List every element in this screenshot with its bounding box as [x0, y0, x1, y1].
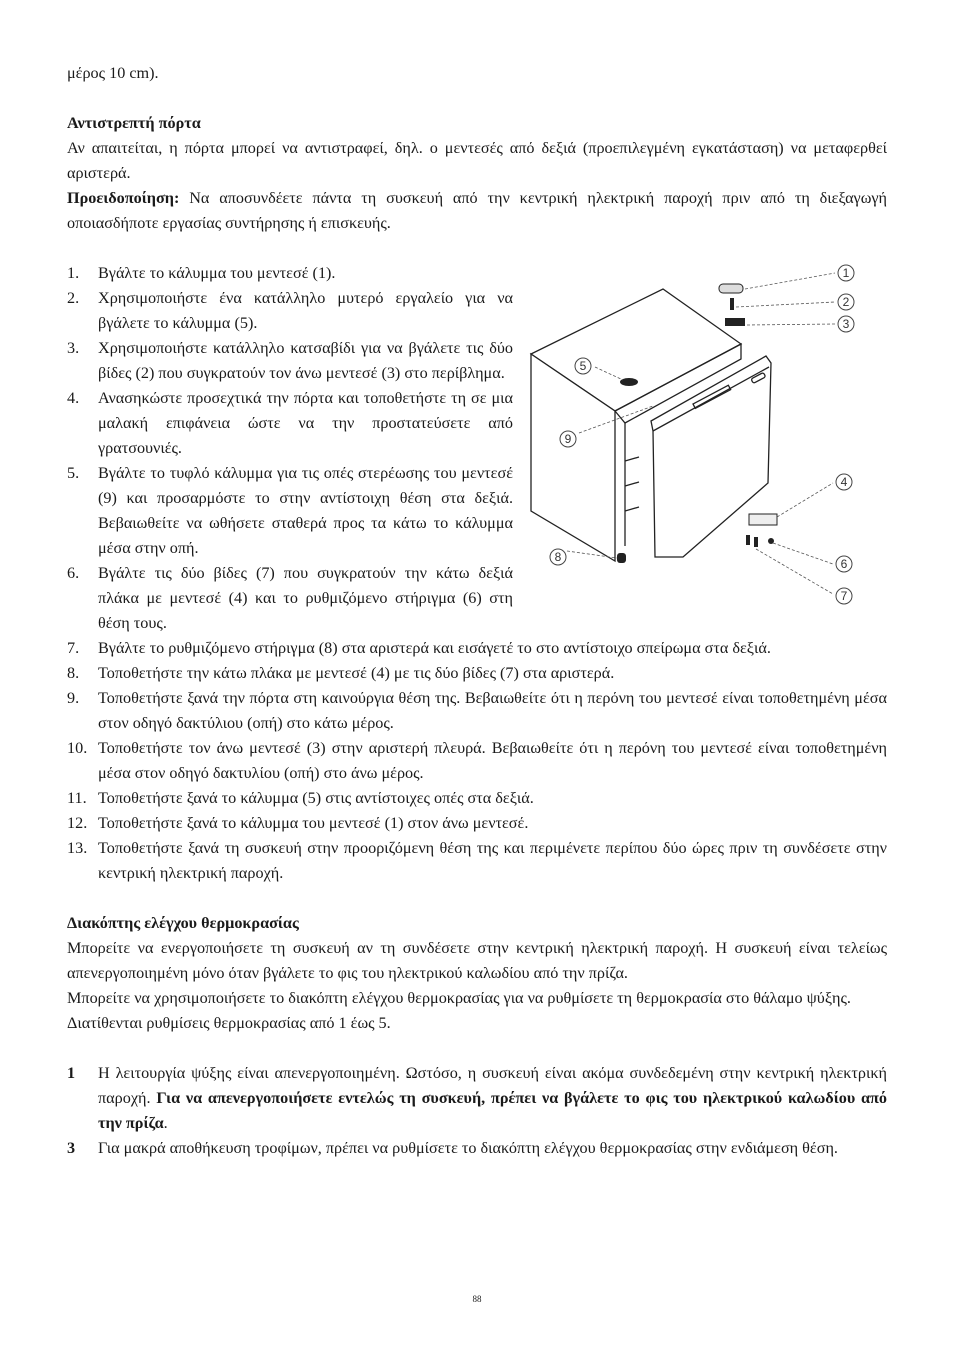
- step-text: Χρησιμοποιήστε κατάλληλο κατσαβίδι για να βγάλετε τις δύο βίδες (2) που συγκρατούν τον άνω μεντεσέ (3) στο περίβλημα.: [98, 339, 513, 382]
- reversible-door-text: Αν απαιτείται, η πόρτα μπορεί να αντιστραφεί, δηλ. ο μεντεσές από δεξιά (προεπιλεγμένη εγκατάσταση) να μεταφερθεί αριστερά.: [67, 139, 887, 182]
- setting-number: 3: [67, 1139, 76, 1157]
- page-number: 88: [472, 1294, 482, 1304]
- step-text: Βγάλτε το ρυθμιζόμενο στήριγμα (8) στα αριστερά και εισάγετέ το στο αντίστοιχο σπείρωμα στα δεξιά.: [98, 639, 771, 657]
- step-number: 1.: [67, 264, 80, 282]
- svg-text:9: 9: [564, 432, 572, 446]
- step-number: 12.: [67, 814, 88, 832]
- svg-text:4: 4: [840, 475, 848, 489]
- setting-text: Η λειτουργία ψύξης είναι απενεργοποιημένη. Ωστόσο, η συσκευή είναι ακόμα συνδεδεμένη στην κεντρική ηλεκτρική παροχή.: [98, 1064, 887, 1107]
- warning-paragraph: [67, 186, 887, 236]
- thermostat-p3: Διατίθενται ρυθμίσεις θερμοκρασίας από 1 έως 5.: [67, 1014, 391, 1032]
- warning-label: Προειδοποίηση:: [67, 189, 180, 207]
- step-number: 13.: [67, 839, 88, 857]
- warning-text: Να αποσυνδέετε πάντα τη συσκευή από την κεντρική ηλεκτρική παροχή πριν από τη διεξαγωγή οποιασδήποτε εργασίας συντήρησης ή επισκευής.: [67, 189, 887, 232]
- step-item: [67, 836, 887, 886]
- step-number: 5.: [67, 464, 80, 482]
- setting-bold-text: Για να απενεργοποιήσετε εντελώς τη συσκευή, πρέπει να βγάλετε το φις του ηλεκτρικού καλωδίου από την πρίζα: [98, 1089, 887, 1132]
- intro-tail: μέρος 10 cm).: [67, 64, 159, 82]
- step-item: [67, 686, 887, 736]
- reversible-door-heading: Αντιστρεπτή πόρτα: [67, 114, 201, 132]
- svg-text:8: 8: [554, 550, 562, 564]
- step-number: 9.: [67, 689, 80, 707]
- step-item: [67, 386, 887, 461]
- step-number: 10.: [67, 739, 88, 757]
- step-text: Τοποθετήστε ξανά τη συσκευή στην προοριζόμενη θέση της και περιμένετε περίπου δύο ώρες πριν τη συνδέσετε στην κεντρική ηλεκτρική παροχή.: [98, 839, 887, 882]
- step-item: [67, 336, 887, 386]
- svg-text:7: 7: [840, 589, 848, 603]
- svg-text:5: 5: [579, 359, 587, 373]
- steps-section: [67, 261, 887, 886]
- svg-text:2: 2: [842, 295, 850, 309]
- step-number: 6.: [67, 564, 80, 582]
- step-text: Τοποθετήστε ξανά την πόρτα στη καινούργια θέση της. Βεβαιωθείτε ότι η περόνη του μεντεσέ είναι τοποθετημένη μέσα στον οδηγό δακτύλιου (οπή) στο κάτω μέρος.: [98, 689, 887, 732]
- step-text: Χρησιμοποιήστε ένα κατάλληλο μυτερό εργαλείο για να βγάλετε το κάλυμμα (5).: [98, 289, 513, 332]
- setting-item: [67, 1136, 887, 1161]
- svg-text:3: 3: [842, 317, 850, 331]
- step-text: Τοποθετήστε την κάτω πλάκα με μεντεσέ (4) με τις δύο βίδες (7) στα αριστερά.: [98, 664, 615, 682]
- thermostat-p2: Μπορείτε να χρησιμοποιήσετε το διακόπτη ελέγχου θερμοκρασίας για να ρυθμίσετε τη θερμοκρασία στο θάλαμο ψύξης.: [67, 989, 851, 1007]
- step-text: Βγάλτε το κάλυμμα του μεντεσέ (1).: [98, 264, 336, 282]
- thermostat-p1: Μπορείτε να ενεργοποιήσετε τη συσκευή αν τη συνδέσετε στην κεντρική ηλεκτρική παροχή. Η συσκευή είναι τελείως απενεργοποιημένη μόνο όταν βγάλετε το φις του ηλεκτρικού καλωδίου από την πρίζα.: [67, 939, 887, 982]
- setting-text: Για μακρά αποθήκευση τροφίμων, πρέπει να ρυθμίσετε το διακόπτη ελέγχου θερμοκρασίας στην ενδιάμεση θέση.: [98, 1139, 838, 1157]
- step-text: Τοποθετήστε τον άνω μεντεσέ (3) στην αριστερή πλευρά. Βεβαιωθείτε ότι η περόνη του μεντεσέ είναι τοποθετημένη μέσα στον οδηγό δακτυλίου (οπή) στο άνω μέρος.: [98, 739, 887, 782]
- step-item: [67, 261, 887, 286]
- step-item: [67, 636, 887, 661]
- step-text: Βγάλτε το τυφλό κάλυμμα για τις οπές στερέωσης του μεντεσέ (9) και προσαρμόστε το στην αντίστοιχη θέση στα δεξιά. Βεβαιωθείτε να ωθήσετε σταθερά προς τα κάτω το κάλυμμα μέσα στην οπή.: [98, 464, 513, 557]
- step-item: [67, 736, 887, 786]
- step-text: Βγάλτε τις δύο βίδες (7) που συγκρατούν την κάτω δεξιά πλάκα με μεντεσέ (4) και το ρυθμιζόμενο στήριγμα (6) στη θέση τους.: [98, 564, 513, 632]
- step-number: 8.: [67, 664, 80, 682]
- step-item: [67, 461, 887, 561]
- step-number: 3.: [67, 339, 80, 357]
- step-number: 11.: [67, 789, 87, 807]
- door-reversal-steps: [67, 261, 887, 886]
- step-number: 7.: [67, 639, 80, 657]
- step-text: Τοποθετήστε ξανά το κάλυμμα του μεντεσέ (1) στον άνω μεντεσέ.: [98, 814, 529, 832]
- step-text: Ανασηκώστε προσεχτικά την πόρτα και τοποθετήστε τη σε μια μαλακή επιφάνεια ώστε να την προστατεύσετε από γρατσουνιές.: [98, 389, 513, 457]
- svg-text:1: 1: [842, 266, 850, 280]
- setting-number: 1: [67, 1064, 76, 1082]
- step-text: Τοποθετήστε ξανά το κάλυμμα (5) στις αντίστοιχες οπές στα δεξιά.: [98, 789, 534, 807]
- setting-tail: .: [163, 1114, 168, 1132]
- step-number: 4.: [67, 389, 80, 407]
- step-item: [67, 661, 887, 686]
- step-item: [67, 286, 887, 336]
- document-page: [67, 61, 887, 1161]
- setting-item: [67, 1061, 887, 1136]
- step-item: [67, 561, 887, 636]
- thermostat-settings: [67, 1061, 887, 1161]
- step-item: [67, 786, 887, 811]
- step-item: [67, 811, 887, 836]
- thermostat-heading: Διακόπτης ελέγχου θερμοκρασίας: [67, 914, 299, 932]
- svg-text:6: 6: [840, 557, 848, 571]
- step-number: 2.: [67, 289, 80, 307]
